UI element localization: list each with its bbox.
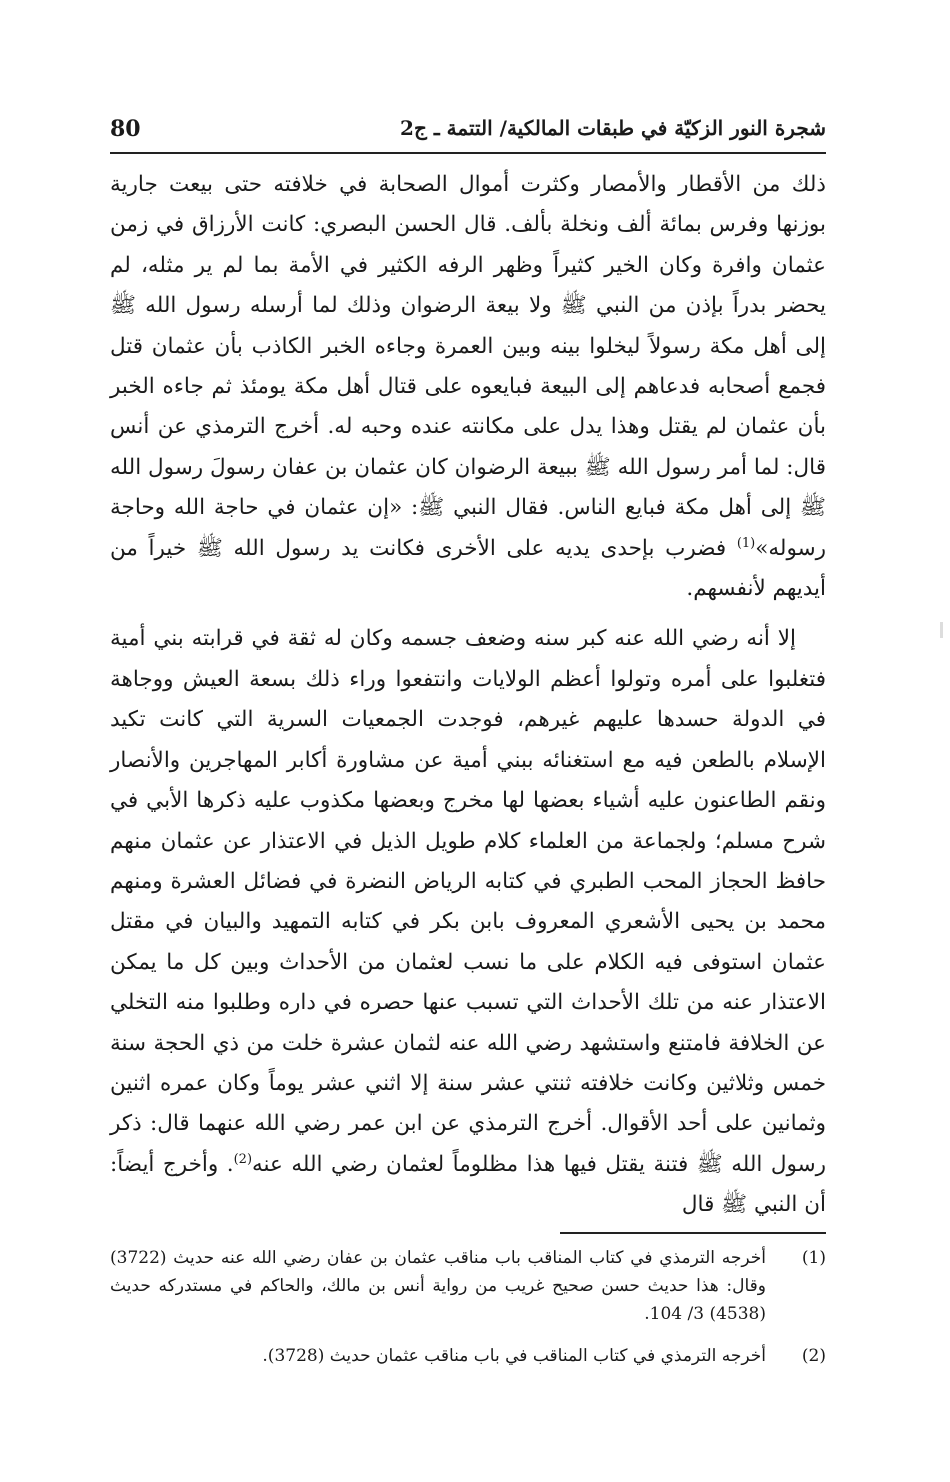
footnote-2-number: (2) (801, 1346, 826, 1366)
main-text (110, 165, 826, 1226)
paragraph-2 (110, 619, 826, 1225)
footnote-ref-1: (1) (736, 535, 756, 551)
footnote-divider (560, 1232, 826, 1234)
footnote-1 (110, 1244, 826, 1328)
footnote-ref-2: (2) (233, 1151, 253, 1167)
footnotes (110, 1244, 826, 1370)
paragraph-2-text: إلا أنه رضي الله عنه كبر سنه وضعف جسمه وكان له ثقة في قرابته بني أمية فتغلبوا على أمره وتولوا أعظم الولايات وانتفعوا وراء ذلك بسعة العيش ووجاهة في الدولة حسدها عليهم غيرهم، فوجدت الجمعيات السرية التي كانت تكيد الإسلام بالطعن فيه مع استغنائه ببني أمية عن مشاورة أكابر المهاجرين والأنصار ونقم الطاعنون عليه أشياء بعضها لها مخرج وبعضها مكذوب عليه ذكرها الأبي في شرح مسلم؛ ولجماعة من العلماء كلام طويل الذيل في الاعتذار عن عثمان منهم حافظ الحجاز المحب الطبري في كتابه الرياض النضرة في فضائل العشرة ومنهم محمد بن يحيى الأشعري المعروف بابن بكر في كتابه التمهيد والبيان في مقتل عثمان استوفى فيه الكلام على ما نسب لعثمان من الأحداث وبين كل ما يمكن الاعتذار عنه من تلك الأحداث التي تسبب عنها حصره في داره وطلبوا منه التخلي عن الخلافة فامتنع واستشهد رضي الله عنه لثمان عشرة خلت من ذي الحجة سنة خمس وثلاثين وكانت خلافته ثنتي عشر سنة إلا اثني عشر يوماً وكان عمره اثنين وثمانين على أحد الأقوال. أخرج الترمذي عن ابن عمر رضي الله عنهما قال: ذكر رسول الله ﷺ فتنة يقتل فيها هذا مظلوماً لعثمان رضي الله عنه (110, 626, 826, 1177)
page-header (110, 112, 826, 154)
footnote-1-number: (1) (801, 1248, 826, 1268)
footnote-1-text: أخرجه الترمذي في كتاب المناقب باب مناقب عثمان بن عفان رضي الله عنه حديث (3722) وقال: هذا حديث حسن صحيح غريب من رواية أنس بن مالك، والحاكم في مستدركه حديث (4538) 3/ 104. (110, 1248, 766, 1324)
paragraph-1 (110, 165, 826, 609)
scan-edge-mark (940, 622, 943, 638)
footnote-2 (110, 1342, 826, 1370)
paragraph-2-end: . وأخرج أيضاً: أن النبي ﷺ قال (110, 1151, 826, 1218)
running-title: شجرة النور الزكيّة في طبقات المالكية/ التتمة ـ ج2 (400, 116, 826, 140)
paragraph-1-end: فضرب بإحدى يديه على الأخرى فكانت يد رسول الله ﷺ خيراً من أيديهم لأنفسهم. (110, 535, 826, 602)
page-number: 80 (110, 116, 141, 142)
paragraph-1-text: ذلك من الأقطار والأمصار وكثرت أموال الصحابة في خلافته حتى بيعت جارية بوزنها وفرس بمائة ألف ونخلة بألف. قال الحسن البصري: كانت الأرزاق في زمن عثمان وافرة وكان الخير كثيراً وظهر الرفه الكثير في الأمة بما لم ير مثله، لم يحضر بدراً بإذن من النبي ﷺ ولا بيعة الرضوان وذلك لما أرسله رسول الله ﷺ إلى أهل مكة رسولاً ليخلوا بينه وبين العمرة وجاءه الخبر الكاذب بأن عثمان قتل فجمع أصحابه فدعاهم إلى البيعة فبايعوه على قتال أهل مكة يومئذ ثم جاءه الخبر بأن عثمان لم يقتل وهذا يدل على مكانته عنده وحبه له. أخرج الترمذي عن أنس قال: لما أمر رسول الله ﷺ ببيعة الرضوان كان عثمان بن عفان رسولَ رسول الله ﷺ إلى أهل مكة فبايع الناس. فقال النبي ﷺ: «إن عثمان في حاجة الله وحاجة رسوله» (110, 172, 826, 561)
footnote-2-text: أخرجه الترمذي في كتاب المناقب في باب مناقب عثمان حديث (3728). (262, 1346, 766, 1366)
